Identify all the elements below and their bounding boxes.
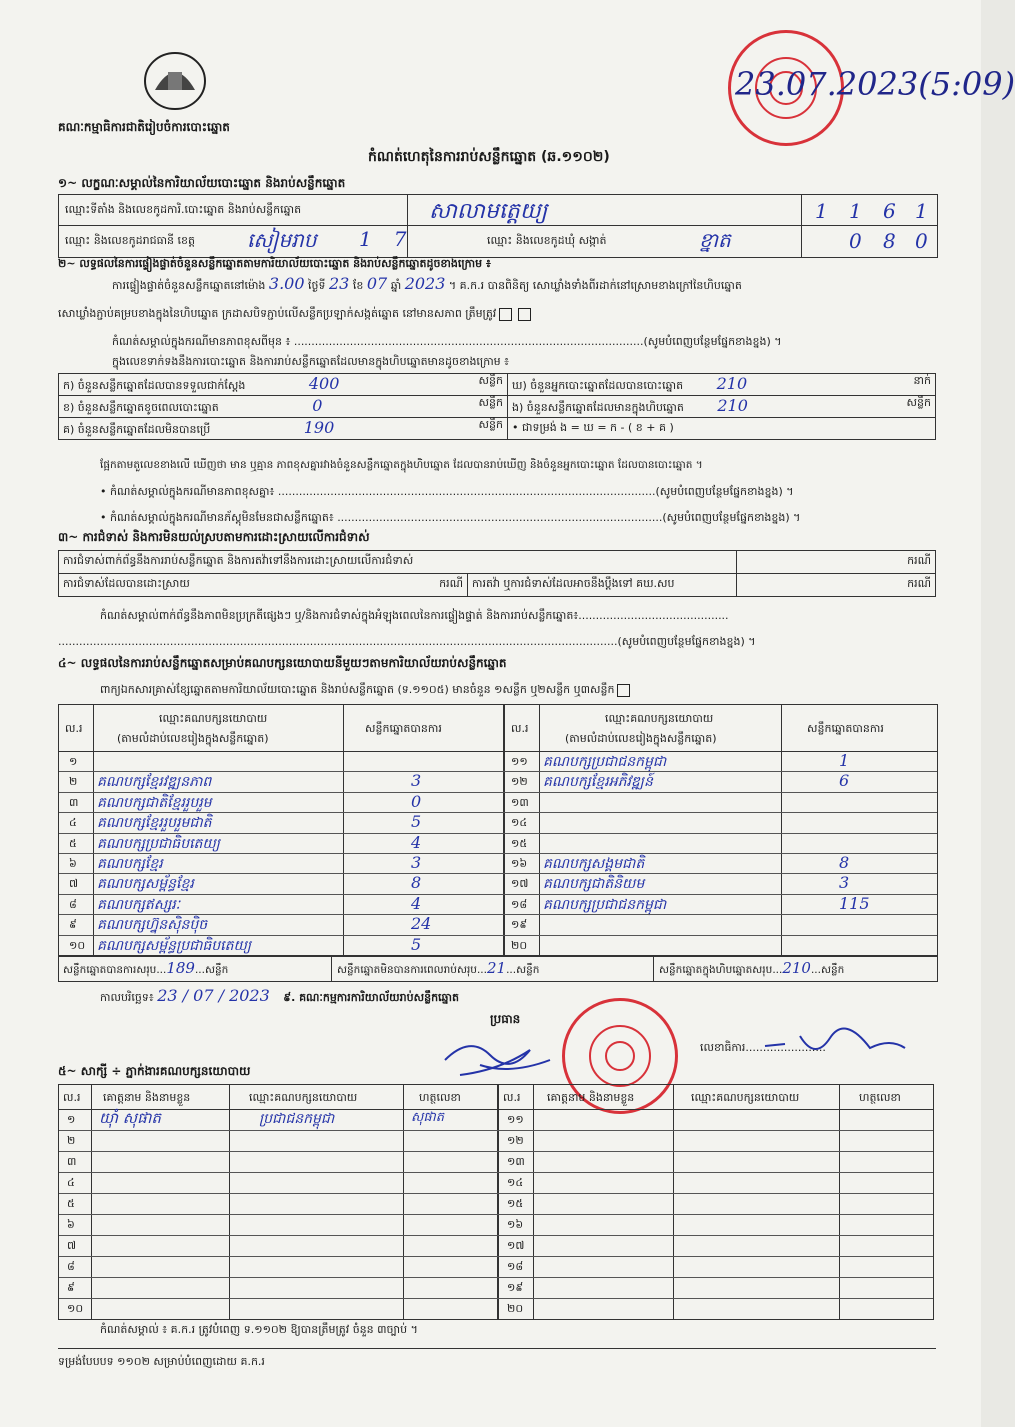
verification-line2: សោឃ្លាំងភ្ជាប់គម្របខាងក្នុងនៃហិបឆ្នោត ក្រដាសបិទភ្ជាប់លើសន្លឹកប្រឡាក់សង្កត់ឆ្នោត នៅមានសភាព ត្រឹមត្រូវ (58, 306, 534, 321)
org-name: គណៈកម្មាធិការជាតិរៀបចំការបោះឆ្នោត (58, 120, 230, 134)
result-votes-left: 5 (411, 812, 422, 832)
witness-party-left: ប្រជាជនកម្ពុជា (259, 1111, 335, 1127)
ballots-spoiled: 0 (312, 396, 323, 415)
result-party-left: គណបក្សប្រជាធិបតេយ្យ (97, 835, 220, 852)
result-party-right: គណបក្សប្រជាជនកម្ពុជា (543, 754, 667, 770)
ballot-count-row: គ) ចំនួនសន្លឹកឆ្នោតដែលមិនបានប្រើ 190 សន្លឹក • ជាទម្រង់ ង = ឃ = ក - ( ខ + គ ) (59, 418, 936, 440)
result-party-left: គណបក្សខ្មែរវឌ្ឍនភាព (97, 774, 212, 791)
site-value: សាលាមត្តេយ្យ (429, 199, 548, 224)
result-party-left: គណបក្សសម្ព័ន្ធខ្មែរ (97, 876, 194, 893)
section2-after3: • កំណត់សម្គាល់ក្នុងករណីមានភ័ស្តុមិនមែនជាសន្លឹកឆ្នោត៖ .............................................................................................(សូមបំពេញបន្ថែមផ្នែកខាងខ្នង) ។ (100, 511, 801, 524)
site-code-3: 6 (883, 199, 896, 223)
total-invalid: 21 (486, 959, 507, 977)
w-col-name-right: គោត្តនាម និងនាមខ្លួន (547, 1091, 635, 1104)
verify-time: 3.00 (268, 274, 305, 293)
w-col-no-right: ល.រ (503, 1091, 521, 1104)
section3-note2: ................................................................................................................................................................(សូមបំពេញបន្ថែមផ្នែកខាងខ្នង) ។ (58, 635, 756, 648)
result-party-left: គណបក្សហ្វ៊ុនស៊ិនប៉ិច (97, 917, 208, 934)
w-col-sign-right: ហត្ថលេខា (859, 1091, 901, 1104)
witness-no-left: ៩ (67, 1281, 75, 1294)
result-votes-left: 3 (411, 771, 422, 791)
witness-no-left: ១ (67, 1113, 76, 1126)
result-votes-left: 0 (411, 791, 422, 811)
ballots-in-box: 210 (717, 396, 748, 415)
province-value: សៀមរាប (247, 228, 317, 252)
stamp-date-handwritten: 23.07.2023(5:09) (735, 65, 1015, 103)
result-votes-left: 4 (411, 893, 422, 913)
commune-code-1: 0 (849, 229, 862, 253)
result-party-right: គណបក្សប្រជាជនកម្ពុជា (543, 896, 667, 913)
result-votes-left: 4 (411, 832, 422, 852)
w-col-party-right: ឈ្មោះគណបក្សនយោបាយ (691, 1091, 800, 1104)
witness-no-right: ១៩ (507, 1281, 524, 1294)
result-no-right: ១៦ (511, 857, 528, 870)
result-no-left: ៦ (69, 857, 77, 870)
col-votes-left: សន្លឹកឆ្នោតបានការ (365, 722, 442, 735)
checkbox-3-sheets[interactable] (617, 684, 630, 697)
result-no-right: ១៣ (511, 795, 529, 809)
result-no-left: ៤ (69, 816, 77, 830)
result-votes-left: 24 (411, 914, 432, 934)
objections-table: ការជំទាស់ពាក់ព័ន្ធនឹងការរាប់សន្លឹកឆ្នោត និងការតវ៉ាទៅនឹងការដោះស្រាយលើការជំទាស់ ករណី ការជំទាស់ដែលបានដោះស្រាយ ករណី ការតវ៉ា ឬការជំទាស់ដែលអាចនឹងប្តឹងទៅ គឃ.សប ករណី (58, 550, 936, 597)
col-party-sub-left: (តាមលំដាប់លេខរៀងក្នុងសន្លឹកឆ្នោត) (117, 732, 269, 745)
section2-after2: • កំណត់សម្គាល់ក្នុងករណីមានភាពខុសគ្នា៖ ............................................................................................................(សូមបំពេញបន្ថែមផ្នែកខាងខ្នង) ។ (100, 485, 794, 498)
witness-name-left: យ៉ាំ សុផាត (99, 1109, 161, 1127)
result-votes-right: 3 (839, 873, 850, 893)
witness-no-left: ៦ (67, 1218, 75, 1231)
result-votes-left: 3 (411, 853, 422, 872)
section3-heading: ៣~ ការជំទាស់ និងការមិនយល់ស្របតាមការដោះស្រាយលើការជំទាស់ (58, 530, 370, 544)
chair-signature (440, 1030, 560, 1080)
results-summary: សន្លឹកឆ្នោតបានការសរុប...189...សន្លឹក សន្លឹកឆ្នោតមិនបានការពេលរាប់សរុប...21...សន្លឹក សន្លឹកឆ្នោតក្នុងហិបឆ្នោតសរុប...210...សន្លឹក (58, 956, 938, 982)
witness-no-left: ៨ (67, 1260, 75, 1273)
result-no-left: ២ (69, 775, 78, 789)
section2-note1: កំណត់សម្គាល់ក្នុងករណីមានភាពខុសពីមុន ៖ ....................................................................................................(សូមបំពេញបន្ថែមផ្នែកខាងខ្នង) ។ (112, 335, 782, 348)
witness-no-right: ១៤ (507, 1176, 524, 1189)
section3-note: កំណត់សម្គាល់ពាក់ព័ន្ធនឹងភាពមិនប្រក្រតីផ្សេងៗ ឬ/និងការជំទាស់ក្នុងអំឡុងពេលនៃការផ្ទៀងផ្ទាត់ និងការរាប់សន្លឹកឆ្នោត៖........................................... (100, 609, 729, 622)
section2-note2: ក្នុងលេខទាក់ទងនឹងការបោះឆ្នោត និងការរាប់សន្លឹកឆ្នោតដែលមានក្នុងហិបឆ្នោតមានដូចខាងក្រោម ៖ (112, 355, 509, 368)
result-no-right: ១៤ (511, 816, 528, 830)
row-divider (59, 1298, 933, 1299)
result-party-left: គណបក្សខ្មែរ (97, 856, 163, 872)
row-divider (59, 1277, 933, 1278)
date-line: កាលបរិច្ឆេទ៖ 23 / 07 / 2023 ៩. គណៈកម្មការការិយាល័យរាប់សន្លឹកឆ្នោត (100, 986, 460, 1005)
section4-heading: ៤~ លទ្ធផលនៃការរាប់សន្លឹកឆ្នោតសម្រាប់គណបក្សនយោបាយនីមួយៗតាមការិយាល័យរាប់សន្លឹកឆ្នោត (58, 656, 507, 670)
row-divider (59, 1235, 933, 1236)
result-votes-right: 6 (839, 771, 850, 791)
result-votes-right: 115 (839, 893, 870, 913)
w-col-name-left: គោត្តនាម និងនាមខ្លួន (103, 1091, 191, 1104)
col-party-left: ឈ្មោះគណបក្សនយោបាយ (159, 712, 268, 725)
signed-date: 23 / 07 / 2023 (157, 986, 270, 1005)
witness-no-left: ៥ (67, 1197, 75, 1210)
site-code-2: 1 (849, 199, 862, 223)
section1-heading: ១~ លក្ខណៈសម្គាល់នៃការិយាល័យបោះឆ្នោត និងរាប់សន្លឹកឆ្នោត (58, 176, 346, 190)
site-code-4: 1 (915, 199, 928, 223)
checkbox-not-ok[interactable] (518, 308, 531, 321)
section2-after1: ផ្អែកតាមតួលេខខាងលើ ឃើញថា មាន ឬគ្មាន ភាពខុសគ្នារវាងចំនួនសន្លឹកឆ្នោតក្នុងហិបឆ្នោត ដែលបានរាប់ឃើញ និងចំនួនអ្នកបោះឆ្នោត ដែលបានបោះឆ្នោត ។ (100, 459, 703, 471)
witness-no-right: ១៨ (507, 1260, 524, 1273)
result-party-left: គណបក្សខ្មែររួបរួមជាតិ (97, 815, 212, 832)
result-votes-right: 1 (839, 751, 850, 770)
result-party-left: គណបក្សឥស្សរៈ (97, 896, 181, 913)
verify-month: 07 (366, 274, 388, 293)
result-votes-left: 8 (411, 873, 422, 893)
commune-code-3: 0 (915, 229, 928, 253)
result-no-right: ១៨ (511, 897, 528, 911)
verification-line1: ការផ្ទៀងផ្ទាត់ចំនួនសន្លឹកឆ្នោតនៅម៉ោង 3.00 ថ្ងៃទី 23 ខែ 07 ឆ្នាំ 2023 ។ គ.ក.រ បានពិនិត្យ សោឃ្លាំងទាំងពីរដាក់នៅស្រោមខាងក្រៅនៃហិបឆ្នោត (112, 274, 742, 293)
province-code: 17 (359, 227, 429, 251)
w-col-party-left: ឈ្មោះគណបក្សនយោបាយ (249, 1091, 358, 1104)
result-no-left: ១០ (69, 938, 86, 952)
secretary-label: លេខាធិការ....................... (700, 1041, 826, 1054)
ballot-count-row: ខ) ចំនួនសន្លឹកឆ្នោតខូចពេលបោះឆ្នោត 0 សន្លឹក ង) ចំនួនសន្លឹកឆ្នោតដែលមានក្នុងហិបឆ្នោត 210 សន្លឹក (59, 396, 936, 418)
result-no-right: ១២ (511, 775, 528, 789)
result-no-left: ៣ (69, 795, 79, 809)
document-title: កំណត់ហេតុនៃការរាប់សន្លឹកឆ្នោត (ឆ.១១០២) (368, 149, 610, 165)
results-table (58, 704, 938, 956)
result-votes-right: 8 (839, 853, 850, 872)
checkbox-ok[interactable] (499, 308, 512, 321)
witness-table (58, 1084, 934, 1320)
result-party-left: គណបក្សជាតិខ្មែររួបរួម (97, 794, 212, 811)
result-no-right: ១៧ (511, 877, 529, 891)
row-divider (59, 1214, 933, 1215)
row-divider (59, 1151, 933, 1152)
section5-footnote: កំណត់សម្គាល់ ៖ គ.ក.រ ត្រូវបំពេញ ទ.១១០២ ឱ្យបានត្រឹមត្រូវ ចំនួន ៣ច្បាប់ ។ (100, 1323, 418, 1336)
witness-no-left: ១០ (67, 1302, 84, 1315)
row-divider (59, 1130, 933, 1131)
witness-no-right: ១៥ (507, 1197, 524, 1210)
emblem-logo (140, 50, 210, 112)
result-no-right: ១៥ (511, 836, 528, 850)
form-footer: ទម្រង់បែបបទ ១១០២ សម្រាប់បំពេញដោយ គ.ក.រ (58, 1355, 265, 1368)
witness-no-right: ១៧ (507, 1239, 525, 1252)
witness-no-right: ១២ (507, 1134, 524, 1147)
site-label: ឈ្មោះទីតាំង និងលេខកូដការិ.បោះឆ្នោត និងរាប់សន្លឹកឆ្នោត (65, 203, 302, 216)
witness-no-left: ៣ (67, 1155, 77, 1168)
result-no-right: ១១ (511, 755, 528, 768)
witness-no-right: ១៣ (507, 1155, 525, 1168)
row-divider (59, 1172, 933, 1173)
witness-no-right: ១១ (507, 1113, 524, 1126)
row-divider (59, 1256, 933, 1257)
verify-year: 2023 (404, 274, 446, 293)
col-votes-right: សន្លឹកឆ្នោតបានការ (807, 722, 884, 735)
section2-heading: ២~ លទ្ធផលនៃការផ្ទៀងផ្ទាត់ចំនួនសន្លឹកឆ្នោតតាមការិយាល័យបោះឆ្នោត និងរាប់សន្លឹកឆ្នោតដូចខាងក្រោម ៖ (58, 257, 491, 270)
result-party-right: គណបក្សខ្មែរអភិវឌ្ឍន៍ (543, 774, 653, 791)
row-divider (59, 894, 937, 895)
voters-voted: 210 (716, 374, 748, 393)
total-valid: 189 (166, 959, 195, 977)
result-party-right: គណបក្សសង្គមជាតិ (543, 856, 645, 872)
col-no-right: ល.រ (511, 722, 529, 735)
witness-no-left: ៧ (67, 1239, 77, 1252)
result-party-right: គណបក្សជាតិនិយម (543, 876, 645, 893)
result-no-right: ១៩ (511, 918, 528, 932)
commune-code-2: 8 (883, 229, 896, 253)
w-col-no-left: ល.រ (63, 1091, 81, 1104)
commune-label: ឈ្មោះ និងលេខកូដឃុំ សង្កាត់ (487, 234, 607, 247)
province-label: ឈ្មោះ និងលេខកូដរាជធានី ខេត្ត (65, 234, 195, 247)
section5-heading: ៥~ សាក្សី ÷ ភ្នាក់ងារគណបក្សនយោបាយ (58, 1064, 251, 1078)
commune-value: ខ្នាត (699, 228, 731, 252)
witness-no-right: ២០ (507, 1302, 524, 1315)
result-no-left: ៥ (69, 836, 77, 850)
witness-sign-left: សុផាត (411, 1110, 445, 1125)
result-party-left: គណបក្សសម្ព័ន្ធប្រជាធិបតេយ្យ (97, 937, 252, 954)
section4-intro: ពាក្យឯកសារគ្រាស់ខ្សែឆ្នោតតាមការិយាល័យបោះឆ្នោត និងរាប់សន្លឹកឆ្នោត (ទ.១១០៥) មានចំនួន ១សន្លឹក ឬ២សន្លឹក ឬ៣សន្លឹក (100, 682, 633, 697)
section1-table (58, 194, 938, 258)
col-party-sub-right: (តាមលំដាប់លេខរៀងក្នុងសន្លឹកឆ្នោត) (565, 732, 717, 745)
ballots-received: 400 (308, 374, 340, 393)
ballot-count-row: ក) ចំនួនសន្លឹកឆ្នោតដែលបានទទួលជាក់ស្តែង 400 សន្លឹក ឃ) ចំនួនអ្នកបោះឆ្នោតដែលបានបោះឆ្នោត 210 នាក់ (59, 374, 936, 396)
result-no-left: ៨ (69, 897, 77, 911)
result-no-right: ២០ (511, 938, 528, 952)
verify-day: 23 (329, 274, 350, 293)
ballots-unused: 190 (303, 418, 335, 437)
result-no-left: ១ (69, 755, 78, 768)
col-party-right: ឈ្មោះគណបក្សនយោបាយ (605, 712, 714, 725)
col-no-left: ល.រ (65, 722, 83, 735)
site-code-1: 1 (815, 199, 828, 223)
total-in-box: 210 (782, 959, 811, 977)
row-divider (59, 853, 937, 854)
ballot-counts-table (58, 373, 936, 440)
chair-label: ប្រធាន (490, 1012, 521, 1026)
secretary-signature (760, 1026, 910, 1066)
w-col-sign-left: ហត្ថលេខា (419, 1091, 461, 1104)
result-votes-left: 5 (411, 934, 422, 954)
witness-no-left: ២ (67, 1134, 76, 1147)
row-divider (59, 1193, 933, 1194)
witness-no-right: ១៦ (507, 1218, 524, 1231)
result-no-left: ៧ (69, 877, 79, 891)
result-no-left: ៩ (69, 918, 77, 932)
witness-no-left: ៤ (67, 1176, 75, 1189)
